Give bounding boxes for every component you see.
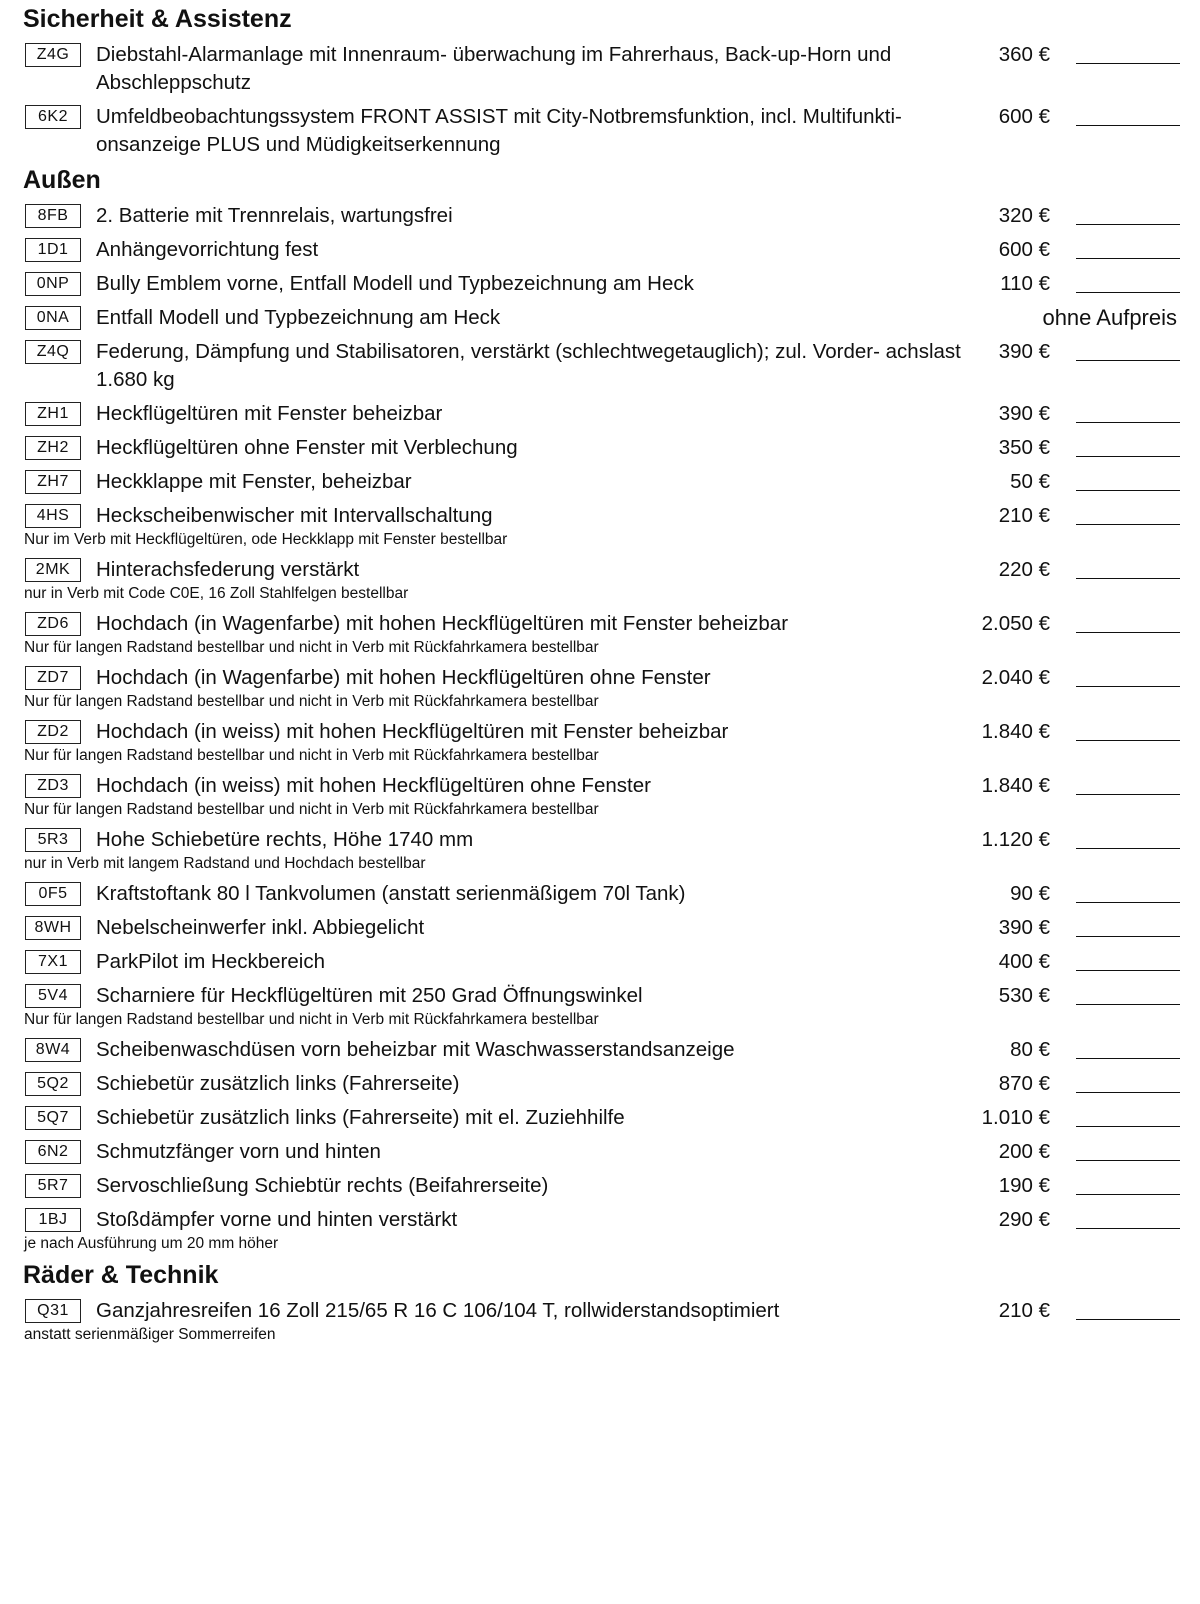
option-code: 2MK [25, 558, 81, 582]
option-description: Scheibenwaschdüsen vorn beheizbar mit Waschwasserstandsanzeige [96, 1038, 735, 1061]
option-code: 0NP [25, 272, 81, 296]
option-row [0, 664, 1200, 692]
option-row [0, 1138, 1200, 1166]
option-price: 200 € [998, 1140, 1050, 1163]
option-description: Hochdach (in weiss) mit hohen Heckflügeltüren mit Fenster beheizbar [96, 720, 729, 743]
order-entry-line[interactable] [1076, 936, 1180, 937]
option-item [0, 1132, 1200, 1166]
option-row [0, 502, 1200, 530]
option-item [0, 462, 1200, 496]
option-item [0, 550, 1200, 604]
option-description: Heckflügeltüren ohne Fenster mit Verblechung [96, 436, 518, 459]
order-entry-line[interactable] [1076, 422, 1180, 423]
option-row [0, 948, 1200, 976]
option-code: 5Q7 [25, 1106, 81, 1130]
option-code: ZD7 [25, 666, 81, 690]
option-item [0, 604, 1200, 658]
option-description: Schiebetür zusätzlich links (Fahrerseite) mit el. Zuziehhilfe [96, 1106, 625, 1129]
order-entry-line[interactable] [1076, 578, 1180, 579]
order-entry-line[interactable] [1076, 794, 1180, 795]
option-price: 400 € [998, 950, 1050, 973]
option-description: Hochdach (in Wagenfarbe) mit hohen Heckflügeltüren ohne Fenster [96, 666, 711, 689]
option-code: 5Q2 [25, 1072, 81, 1096]
order-entry-line[interactable] [1076, 848, 1180, 849]
option-description: Kraftstoftank 80 l Tankvolumen (anstatt serienmäßigem 70l Tank) [96, 882, 686, 905]
option-row [0, 270, 1200, 298]
option-row [0, 914, 1200, 942]
option-code: 8FB [25, 204, 81, 228]
option-code: ZD6 [25, 612, 81, 636]
option-description: Federung, Dämpfung und Stabilisatoren, verstärkt (schlechtwegetauglich); zul. Vorder- achslast 1.680 kg [96, 340, 961, 391]
order-entry-line[interactable] [1076, 224, 1180, 225]
option-price: 390 € [998, 402, 1050, 425]
option-item [0, 712, 1200, 766]
option-code: 8WH [25, 916, 81, 940]
option-item [0, 1291, 1200, 1345]
option-code: 0F5 [25, 882, 81, 906]
order-entry-line[interactable] [1076, 740, 1180, 741]
option-code: 5V4 [25, 984, 81, 1008]
option-price: 110 € [1000, 272, 1050, 295]
option-price: 390 € [998, 340, 1050, 363]
option-price: 90 € [1010, 882, 1050, 905]
option-price: 1.840 € [981, 774, 1050, 797]
option-row [0, 772, 1200, 800]
option-description: Heckflügeltüren mit Fenster beheizbar [96, 402, 443, 425]
order-entry-line[interactable] [1076, 258, 1180, 259]
option-code: 5R3 [25, 828, 81, 852]
option-item [0, 332, 1200, 394]
option-description: Umfeldbeobachtungssystem FRONT ASSIST mit City-Notbremsfunktion, incl. Multifunkti- onsanzeige PLUS und Müdigkeitserkennung [96, 105, 902, 156]
option-price: 210 € [998, 504, 1050, 527]
option-code: Q31 [25, 1299, 81, 1323]
option-item [0, 496, 1200, 550]
option-description: Nebelscheinwerfer inkl. Abbiegelicht [96, 916, 425, 939]
option-description: 2. Batterie mit Trennrelais, wartungsfrei [96, 204, 453, 227]
option-price: 870 € [998, 1072, 1050, 1095]
option-row [0, 400, 1200, 428]
option-description: Diebstahl-Alarmanlage mit Innenraum- überwachung im Fahrerhaus, Back-up-Horn und Abschleppschutz [96, 43, 892, 94]
option-price: 320 € [998, 204, 1050, 227]
option-description: Hinterachsfederung verstärkt [96, 558, 360, 581]
option-row [0, 338, 1200, 394]
option-note: anstatt serienmäßiger Sommerreifen [24, 1326, 276, 1343]
option-note: Nur im Verb mit Heckflügeltüren, ode Heckklapp mit Fenster bestellbar [24, 531, 508, 548]
option-note: Nur für langen Radstand bestellbar und nicht in Verb mit Rückfahrkamera bestellbar [24, 1011, 599, 1028]
option-item [0, 196, 1200, 230]
order-entry-line[interactable] [1076, 1092, 1180, 1093]
option-code: 4HS [25, 504, 81, 528]
order-entry-line[interactable] [1076, 1194, 1180, 1195]
option-price: 1.010 € [981, 1106, 1050, 1129]
section-title: Räder & Technik [23, 1261, 219, 1289]
order-entry-line[interactable] [1076, 456, 1180, 457]
option-code: Z4G [25, 43, 81, 67]
option-code: 8W4 [25, 1038, 81, 1062]
option-price: 80 € [1010, 1038, 1050, 1061]
option-description: Schiebetür zusätzlich links (Fahrerseite) [96, 1072, 460, 1095]
option-price: 1.840 € [981, 720, 1050, 743]
option-row [0, 236, 1200, 264]
option-code: ZH1 [25, 402, 81, 426]
option-code: ZH2 [25, 436, 81, 460]
option-row [0, 826, 1200, 854]
option-description: ParkPilot im Heckbereich [96, 950, 325, 973]
section-title: Außen [23, 166, 101, 194]
option-code: ZD3 [25, 774, 81, 798]
option-item [0, 766, 1200, 820]
option-price: 360 € [998, 43, 1050, 66]
option-description: Stoßdämpfer vorne und hinten verstärkt [96, 1208, 458, 1231]
order-entry-line[interactable] [1076, 1058, 1180, 1059]
option-note: Nur für langen Radstand bestellbar und nicht in Verb mit Rückfahrkamera bestellbar [24, 747, 599, 764]
option-description: Schmutzfänger vorn und hinten [96, 1140, 381, 1163]
option-row [0, 1070, 1200, 1098]
order-entry-line[interactable] [1076, 1228, 1180, 1229]
order-entry-line[interactable] [1076, 1319, 1180, 1320]
option-code: 5R7 [25, 1174, 81, 1198]
option-code: 7X1 [25, 950, 81, 974]
option-description: Bully Emblem vorne, Entfall Modell und Typbezeichnung am Heck [96, 272, 694, 295]
option-code: 1D1 [25, 238, 81, 262]
option-note: nur in Verb mit langem Radstand und Hochdach bestellbar [24, 855, 426, 872]
option-code: 6K2 [25, 105, 81, 129]
order-entry-line[interactable] [1076, 686, 1180, 687]
option-item [0, 97, 1200, 159]
order-entry-line[interactable] [1076, 1126, 1180, 1127]
order-entry-line[interactable] [1076, 632, 1180, 633]
option-price: 2.050 € [981, 612, 1050, 635]
option-item [0, 1030, 1200, 1064]
order-entry-line[interactable] [1076, 1160, 1180, 1161]
option-price: 2.040 € [981, 666, 1050, 689]
option-description: Entfall Modell und Typbezeichnung am Heck [96, 306, 501, 329]
option-price: 530 € [998, 984, 1050, 1007]
order-entry-line[interactable] [1076, 125, 1180, 126]
option-code: ZH7 [25, 470, 81, 494]
option-row [0, 41, 1200, 97]
option-code: Z4Q [25, 340, 81, 364]
option-row [0, 1104, 1200, 1132]
option-price: 190 € [998, 1174, 1050, 1197]
order-entry-line[interactable] [1076, 902, 1180, 903]
option-item [0, 1166, 1200, 1200]
option-row [0, 1206, 1200, 1234]
option-row [0, 202, 1200, 230]
option-row [0, 103, 1200, 159]
option-code: ZD2 [25, 720, 81, 744]
option-row [0, 718, 1200, 746]
order-entry-line[interactable] [1076, 524, 1180, 525]
option-item [0, 394, 1200, 428]
option-row [0, 1036, 1200, 1064]
option-row [0, 610, 1200, 638]
option-description: Scharniere für Heckflügeltüren mit 250 Grad Öffnungswinkel [96, 984, 643, 1007]
option-description: Hochdach (in weiss) mit hohen Heckflügeltüren ohne Fenster [96, 774, 651, 797]
order-entry-line[interactable] [1076, 970, 1180, 971]
option-price: 600 € [998, 105, 1050, 128]
option-item [0, 230, 1200, 264]
option-row [0, 556, 1200, 584]
order-entry-line[interactable] [1076, 292, 1180, 293]
option-note: Nur für langen Radstand bestellbar und nicht in Verb mit Rückfahrkamera bestellbar [24, 693, 599, 710]
option-note: Nur für langen Radstand bestellbar und nicht in Verb mit Rückfahrkamera bestellbar [24, 801, 599, 818]
option-note: nur in Verb mit Code C0E, 16 Zoll Stahlfelgen bestellbar [24, 585, 409, 602]
option-item [0, 264, 1200, 298]
option-item [0, 976, 1200, 1030]
option-code: 1BJ [25, 1208, 81, 1232]
option-description: Hochdach (in Wagenfarbe) mit hohen Heckflügeltüren mit Fenster beheizbar [96, 612, 789, 635]
option-price: 390 € [998, 916, 1050, 939]
option-code: 0NA [25, 306, 81, 330]
option-item [0, 1064, 1200, 1098]
option-price-text: ohne Aufpreis [1042, 305, 1177, 330]
option-price: 50 € [1010, 470, 1050, 493]
option-price: 290 € [998, 1208, 1050, 1231]
option-row [0, 304, 1200, 332]
option-item [0, 820, 1200, 874]
option-row [0, 468, 1200, 496]
option-row [0, 982, 1200, 1010]
option-description: Servoschließung Schiebtür rechts (Beifahrerseite) [96, 1174, 549, 1197]
option-note: Nur für langen Radstand bestellbar und nicht in Verb mit Rückfahrkamera bestellbar [24, 639, 599, 656]
option-description: Heckscheibenwischer mit Intervallschaltung [96, 504, 493, 527]
option-price: 220 € [998, 558, 1050, 581]
option-description: Heckklappe mit Fenster, beheizbar [96, 470, 412, 493]
option-item [0, 298, 1200, 332]
option-item [0, 1200, 1200, 1254]
option-code: 6N2 [25, 1140, 81, 1164]
option-price: 1.120 € [981, 828, 1050, 851]
option-item [0, 942, 1200, 976]
option-row [0, 1297, 1200, 1325]
option-description: Hohe Schiebetüre rechts, Höhe 1740 mm [96, 828, 474, 851]
option-item [0, 874, 1200, 908]
option-note: je nach Ausführung um 20 mm höher [24, 1235, 279, 1252]
option-row [0, 434, 1200, 462]
order-entry-line[interactable] [1076, 490, 1180, 491]
option-price: 600 € [998, 238, 1050, 261]
option-item [0, 908, 1200, 942]
option-description: Anhängevorrichtung fest [96, 238, 319, 261]
option-row [0, 880, 1200, 908]
option-item [0, 1098, 1200, 1132]
option-row [0, 1172, 1200, 1200]
option-item [0, 428, 1200, 462]
order-entry-line[interactable] [1076, 360, 1180, 361]
option-description: Ganzjahresreifen 16 Zoll 215/65 R 16 C 106/104 T, rollwiderstandsoptimiert [96, 1299, 780, 1322]
option-item [0, 658, 1200, 712]
order-entry-line[interactable] [1076, 63, 1180, 64]
option-price: 210 € [998, 1299, 1050, 1322]
section-title: Sicherheit & Assistenz [23, 5, 292, 33]
option-item [0, 35, 1200, 97]
option-price: 350 € [998, 436, 1050, 459]
order-entry-line[interactable] [1076, 1004, 1180, 1005]
